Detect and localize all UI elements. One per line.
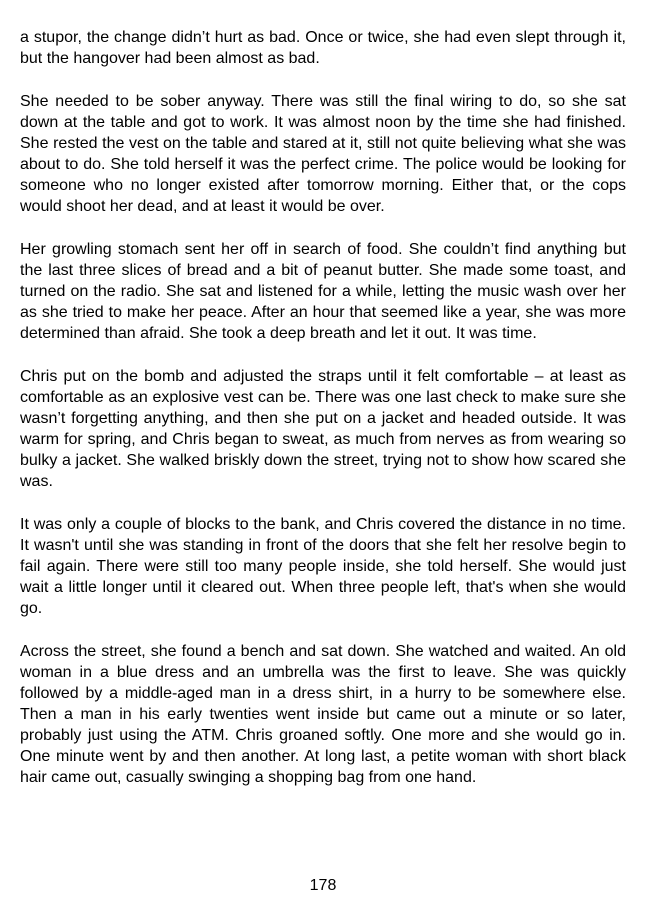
paragraph: She needed to be sober anyway. There was still the final wiring to do, so she sat down at the table and got to work. It was almost noon by the time she had finished. She rested the vest on the table and stared at it, still not quite believing what she was about to do. She told herself it was the perfect crime. The police would be looking for someone who no longer existed after tomorrow morning. Either that, or the cops would shoot her dead, and at least it would be over. (20, 93, 626, 215)
page-number: 178 (309, 877, 337, 894)
paragraph: a stupor, the change didn’t hurt as bad. Once or twice, she had even slept through it, but the hangover had been almost as bad. (20, 29, 626, 67)
paragraph: Her growling stomach sent her off in search of food. She couldn’t find anything but the last three slices of bread and a bit of peanut butter. She made some toast, and turned on the radio. She sat and listened for a while, letting the music wash over her as she tried to make her peace. After an hour that seemed like a year, she was more determined than afraid. She took a deep breath and let it out. It was time. (20, 241, 626, 342)
paragraph: Across the street, she found a bench and sat down. She watched and waited. An old woman in a blue dress and an umbrella was the first to leave. She was quickly followed by a middle-aged man in a dress shirt, in a hurry to be somewhere else. Then a man in his early twenties went inside but came out a minute or so later, probably just using the ATM. Chris groaned softly. One more and she would go in. One minute went by and then another. At long last, a petite woman with short black hair came out, casually swinging a shopping bag from one hand. (20, 643, 626, 786)
paragraph: It was only a couple of blocks to the bank, and Chris covered the distance in no time. It wasn't until she was standing in front of the doors that she felt her resolve begin to fail again. There were still too many people inside, she told herself. She would just wait a little longer until it cleared out. When three people left, that's when she would go. (20, 516, 626, 617)
page-text-block (20, 27, 626, 810)
paragraph: Chris put on the bomb and adjusted the straps until it felt comfortable – at least as comfortable as an explosive vest can be. There was one last check to make sure she wasn’t forgetting anything, and then she put on a jacket and headed outside. It was warm for spring, and Chris began to sweat, as much from nerves as from wearing so bulky a jacket. She walked briskly down the street, trying not to show how scared she was. (20, 368, 626, 490)
